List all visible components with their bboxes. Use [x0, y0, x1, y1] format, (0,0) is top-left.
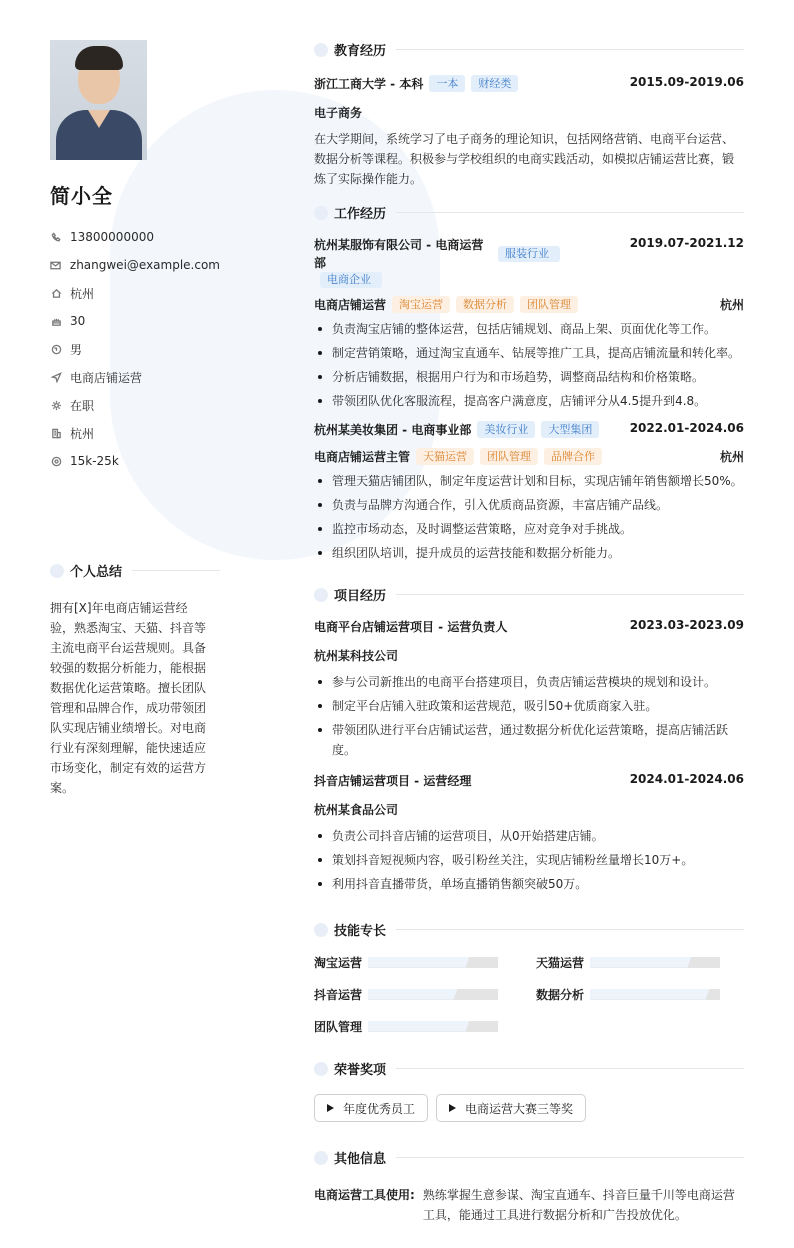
list-item: 负责淘宝店铺的整体运营，包括店铺规划、商品上架、页面优化等工作。: [314, 319, 744, 339]
summary-text: 拥有[X]年电商店铺运营经验，熟悉淘宝、天猫、抖音等主流电商平台运营规则。具备较强的数据分析能力，能根据数据优化运营策略。擅长团队管理和品牌合作，成功带领团队实现店铺业绩增长。对电商行业有深刻理解，能快速适应市场变化，制定有效的运营方案。: [50, 601, 207, 795]
date: 2023.03-2023.09: [629, 618, 744, 632]
email-icon: [50, 259, 62, 271]
skill-bar: [590, 957, 720, 968]
company-name: 杭州某美妆集团 - 电商事业部: [314, 423, 472, 437]
skill-item: [314, 1017, 536, 1035]
project-org: 杭州某食品公司: [314, 803, 399, 817]
skill-name: 抖音运营: [314, 987, 363, 1002]
info-salary: [50, 447, 220, 475]
list-item: 带领团队优化客服流程，提高客户满意度，店铺评分从4.5提升到4.8。: [314, 391, 744, 411]
major: 电子商务: [314, 106, 363, 120]
projects-heading: 项目经历: [314, 585, 744, 604]
award-item: 电商运营大赛三等奖: [436, 1094, 586, 1122]
award-item: 年度优秀员工: [314, 1094, 428, 1122]
gender-text: 男: [70, 342, 83, 357]
project-org: 杭州某科技公司: [314, 649, 399, 663]
skill-bar-fill: [368, 1021, 469, 1032]
skill-name: 数据分析: [536, 987, 585, 1002]
job-role-row: [314, 448, 744, 465]
skill-bar: [368, 1021, 498, 1032]
play-icon: [449, 1104, 456, 1112]
job-entry: [314, 236, 744, 411]
salary-text: 15k-25k: [70, 454, 119, 468]
job-head: [314, 421, 744, 438]
phone-text: 13800000000: [70, 230, 154, 244]
list-item: 利用抖音直播带货，单场直播销售额突破50万。: [314, 874, 744, 894]
city-text: 杭州: [70, 426, 95, 441]
divider: [396, 594, 744, 595]
job-city: 杭州: [719, 298, 744, 312]
email-text: zhangwei@example.com: [69, 258, 220, 272]
job-entry: [314, 421, 744, 563]
section-dot-icon: [314, 43, 328, 57]
awards-list: [314, 1094, 744, 1122]
summary-heading: 个人总结: [50, 561, 220, 580]
other-label: 电商运营工具使用:: [314, 1188, 415, 1202]
job-role: 电商店铺运营: [314, 298, 387, 312]
other-section: [314, 1148, 744, 1225]
work-section: [314, 203, 744, 563]
skill-name: 天猫运营: [536, 955, 585, 970]
salary-icon: [50, 455, 62, 467]
info-phone: [50, 223, 220, 251]
job-role-row: [314, 296, 744, 313]
skill-name: 淘宝运营: [314, 955, 363, 970]
date: 2019.07-2021.12: [629, 236, 744, 250]
date: 2015.09-2019.06: [629, 75, 744, 89]
list-item: 制定营销策略，通过淘宝直通车、钻展等推广工具，提高店铺流量和转化率。: [314, 343, 744, 363]
skill-bar-fill: [368, 989, 458, 1000]
status-icon: [50, 399, 62, 411]
section-dot-icon: [314, 923, 328, 937]
skills-heading: 技能专长: [314, 920, 744, 939]
education-section: [314, 40, 744, 189]
list-item: 参与公司新推出的电商平台搭建项目，负责店铺运营模块的规划和设计。: [314, 672, 744, 692]
divider: [396, 929, 744, 930]
tag: 财经类: [471, 75, 518, 92]
skill-bar-fill: [590, 957, 691, 968]
list-item: 负责公司抖音店铺的运营项目，从0开始搭建店铺。: [314, 826, 744, 846]
divider: [132, 570, 220, 571]
job-head: [314, 236, 744, 288]
list-item: 组织团队培训，提升成员的运营技能和数据分析能力。: [314, 543, 744, 563]
section-dot-icon: [314, 1062, 328, 1076]
school-name: 浙江工商大学 - 本科: [314, 77, 424, 91]
job-role: 电商店铺运营主管: [314, 450, 411, 464]
phone-icon: [50, 231, 62, 243]
building-icon: [50, 427, 62, 439]
work-heading: 工作经历: [314, 203, 744, 222]
section-dot-icon: [314, 1151, 328, 1165]
project-name: 电商平台店铺运营项目 - 运营负责人: [314, 620, 508, 634]
education-heading: 教育经历: [314, 40, 744, 59]
skill-item: [314, 985, 536, 1003]
skill-bar: [590, 989, 720, 1000]
date: 2024.01-2024.06: [629, 772, 744, 786]
contact-info: [50, 223, 220, 475]
status-text: 在职: [70, 398, 95, 413]
list-item: 监控市场动态，及时调整运营策略，应对竞争对手挑战。: [314, 519, 744, 539]
list-item: 带领团队进行平台店铺试运营，通过数据分析优化运营策略，提高店铺活跃度。: [314, 720, 744, 760]
info-location: [50, 279, 220, 307]
main-content: [314, 40, 744, 1225]
education-entry-head: [314, 75, 744, 92]
skill-name: 团队管理: [314, 1019, 363, 1034]
avatar: [50, 40, 147, 160]
list-item: 制定平台店铺入驻政策和运营规范，吸引50+优质商家入驻。: [314, 696, 744, 716]
tag: 美妆行业: [477, 421, 535, 438]
job-duties: [314, 471, 744, 563]
location-text: 杭州: [70, 286, 95, 301]
skill-item: [536, 953, 744, 971]
project-entry: [314, 618, 744, 760]
date: 2022.01-2024.06: [629, 421, 744, 435]
sidebar: [50, 40, 220, 798]
company-name: 杭州某服饰有限公司 - 电商运营部: [314, 238, 484, 270]
info-city: [50, 419, 220, 447]
divider: [396, 212, 744, 213]
divider: [396, 1068, 744, 1069]
other-heading: 其他信息: [314, 1148, 744, 1167]
list-item: 负责与品牌方沟通合作，引入优质商品资源，丰富店铺产品线。: [314, 495, 744, 515]
list-item: 管理天猫店铺团队，制定年度运营计划和目标，实现店铺年销售额增长50%。: [314, 471, 744, 491]
list-item: 分析店铺数据，根据用户行为和市场趋势，调整商品结构和价格策略。: [314, 367, 744, 387]
send-icon: [50, 371, 62, 383]
tag: 电商企业: [320, 272, 382, 288]
tag: 大型集团: [541, 421, 599, 438]
tag: 一本: [429, 75, 465, 92]
divider: [396, 49, 744, 50]
divider: [396, 1157, 744, 1158]
info-email: [50, 251, 220, 279]
skill-bar: [368, 957, 498, 968]
project-entry: [314, 772, 744, 894]
tag: 数据分析: [456, 296, 514, 313]
age-text: 30: [70, 314, 86, 328]
list-item: 策划抖音短视频内容，吸引粉丝关注，实现店铺粉丝量增长10万+。: [314, 850, 744, 870]
project-items: [314, 672, 744, 760]
info-gender: [50, 335, 220, 363]
skill-bar-fill: [368, 957, 469, 968]
skill-item: [314, 953, 536, 971]
skill-bar-fill: [590, 989, 710, 1000]
other-value: 熟练掌握生意参谋、淘宝直通车、抖音巨量千川等电商运营工具，能通过工具进行数据分析和广告投放优化。: [422, 1188, 735, 1222]
position-text: 电商店铺运营: [70, 370, 143, 385]
honors-heading: 荣誉奖项: [314, 1059, 744, 1078]
person-name: 简小全: [50, 184, 113, 208]
project-head: [314, 618, 744, 635]
tag: 品牌合作: [544, 448, 602, 465]
tag: 淘宝运营: [392, 296, 450, 313]
section-dot-icon: [314, 588, 328, 602]
project-items: [314, 826, 744, 894]
info-position: [50, 363, 220, 391]
section-dot-icon: [314, 206, 328, 220]
play-icon: [327, 1104, 334, 1112]
info-status: [50, 391, 220, 419]
project-head: [314, 772, 744, 789]
skill-item: [536, 985, 744, 1003]
section-dot-icon: [50, 564, 64, 578]
honors-section: [314, 1059, 744, 1122]
education-description: 在大学期间，系统学习了电子商务的理论知识，包括网络营销、电商平台运营、数据分析等课程。积极参与学校组织的电商实践活动，如模拟店铺运营比赛，锻炼了实际操作能力。: [314, 132, 735, 186]
tag: 团队管理: [520, 296, 578, 313]
skill-bar: [368, 989, 498, 1000]
job-city: 杭州: [719, 450, 744, 464]
job-duties: [314, 319, 744, 411]
gender-icon: [50, 343, 62, 355]
tag: 团队管理: [480, 448, 538, 465]
project-name: 抖音店铺运营项目 - 运营经理: [314, 774, 472, 788]
projects-section: [314, 585, 744, 894]
info-age: [50, 307, 220, 335]
skills-section: [314, 920, 744, 1035]
home-icon: [50, 287, 62, 299]
age-icon: [50, 315, 62, 327]
tag: 天猫运营: [416, 448, 474, 465]
tag: 服装行业: [498, 246, 560, 262]
skills-grid: [314, 953, 744, 1035]
other-info-row: [314, 1185, 744, 1225]
